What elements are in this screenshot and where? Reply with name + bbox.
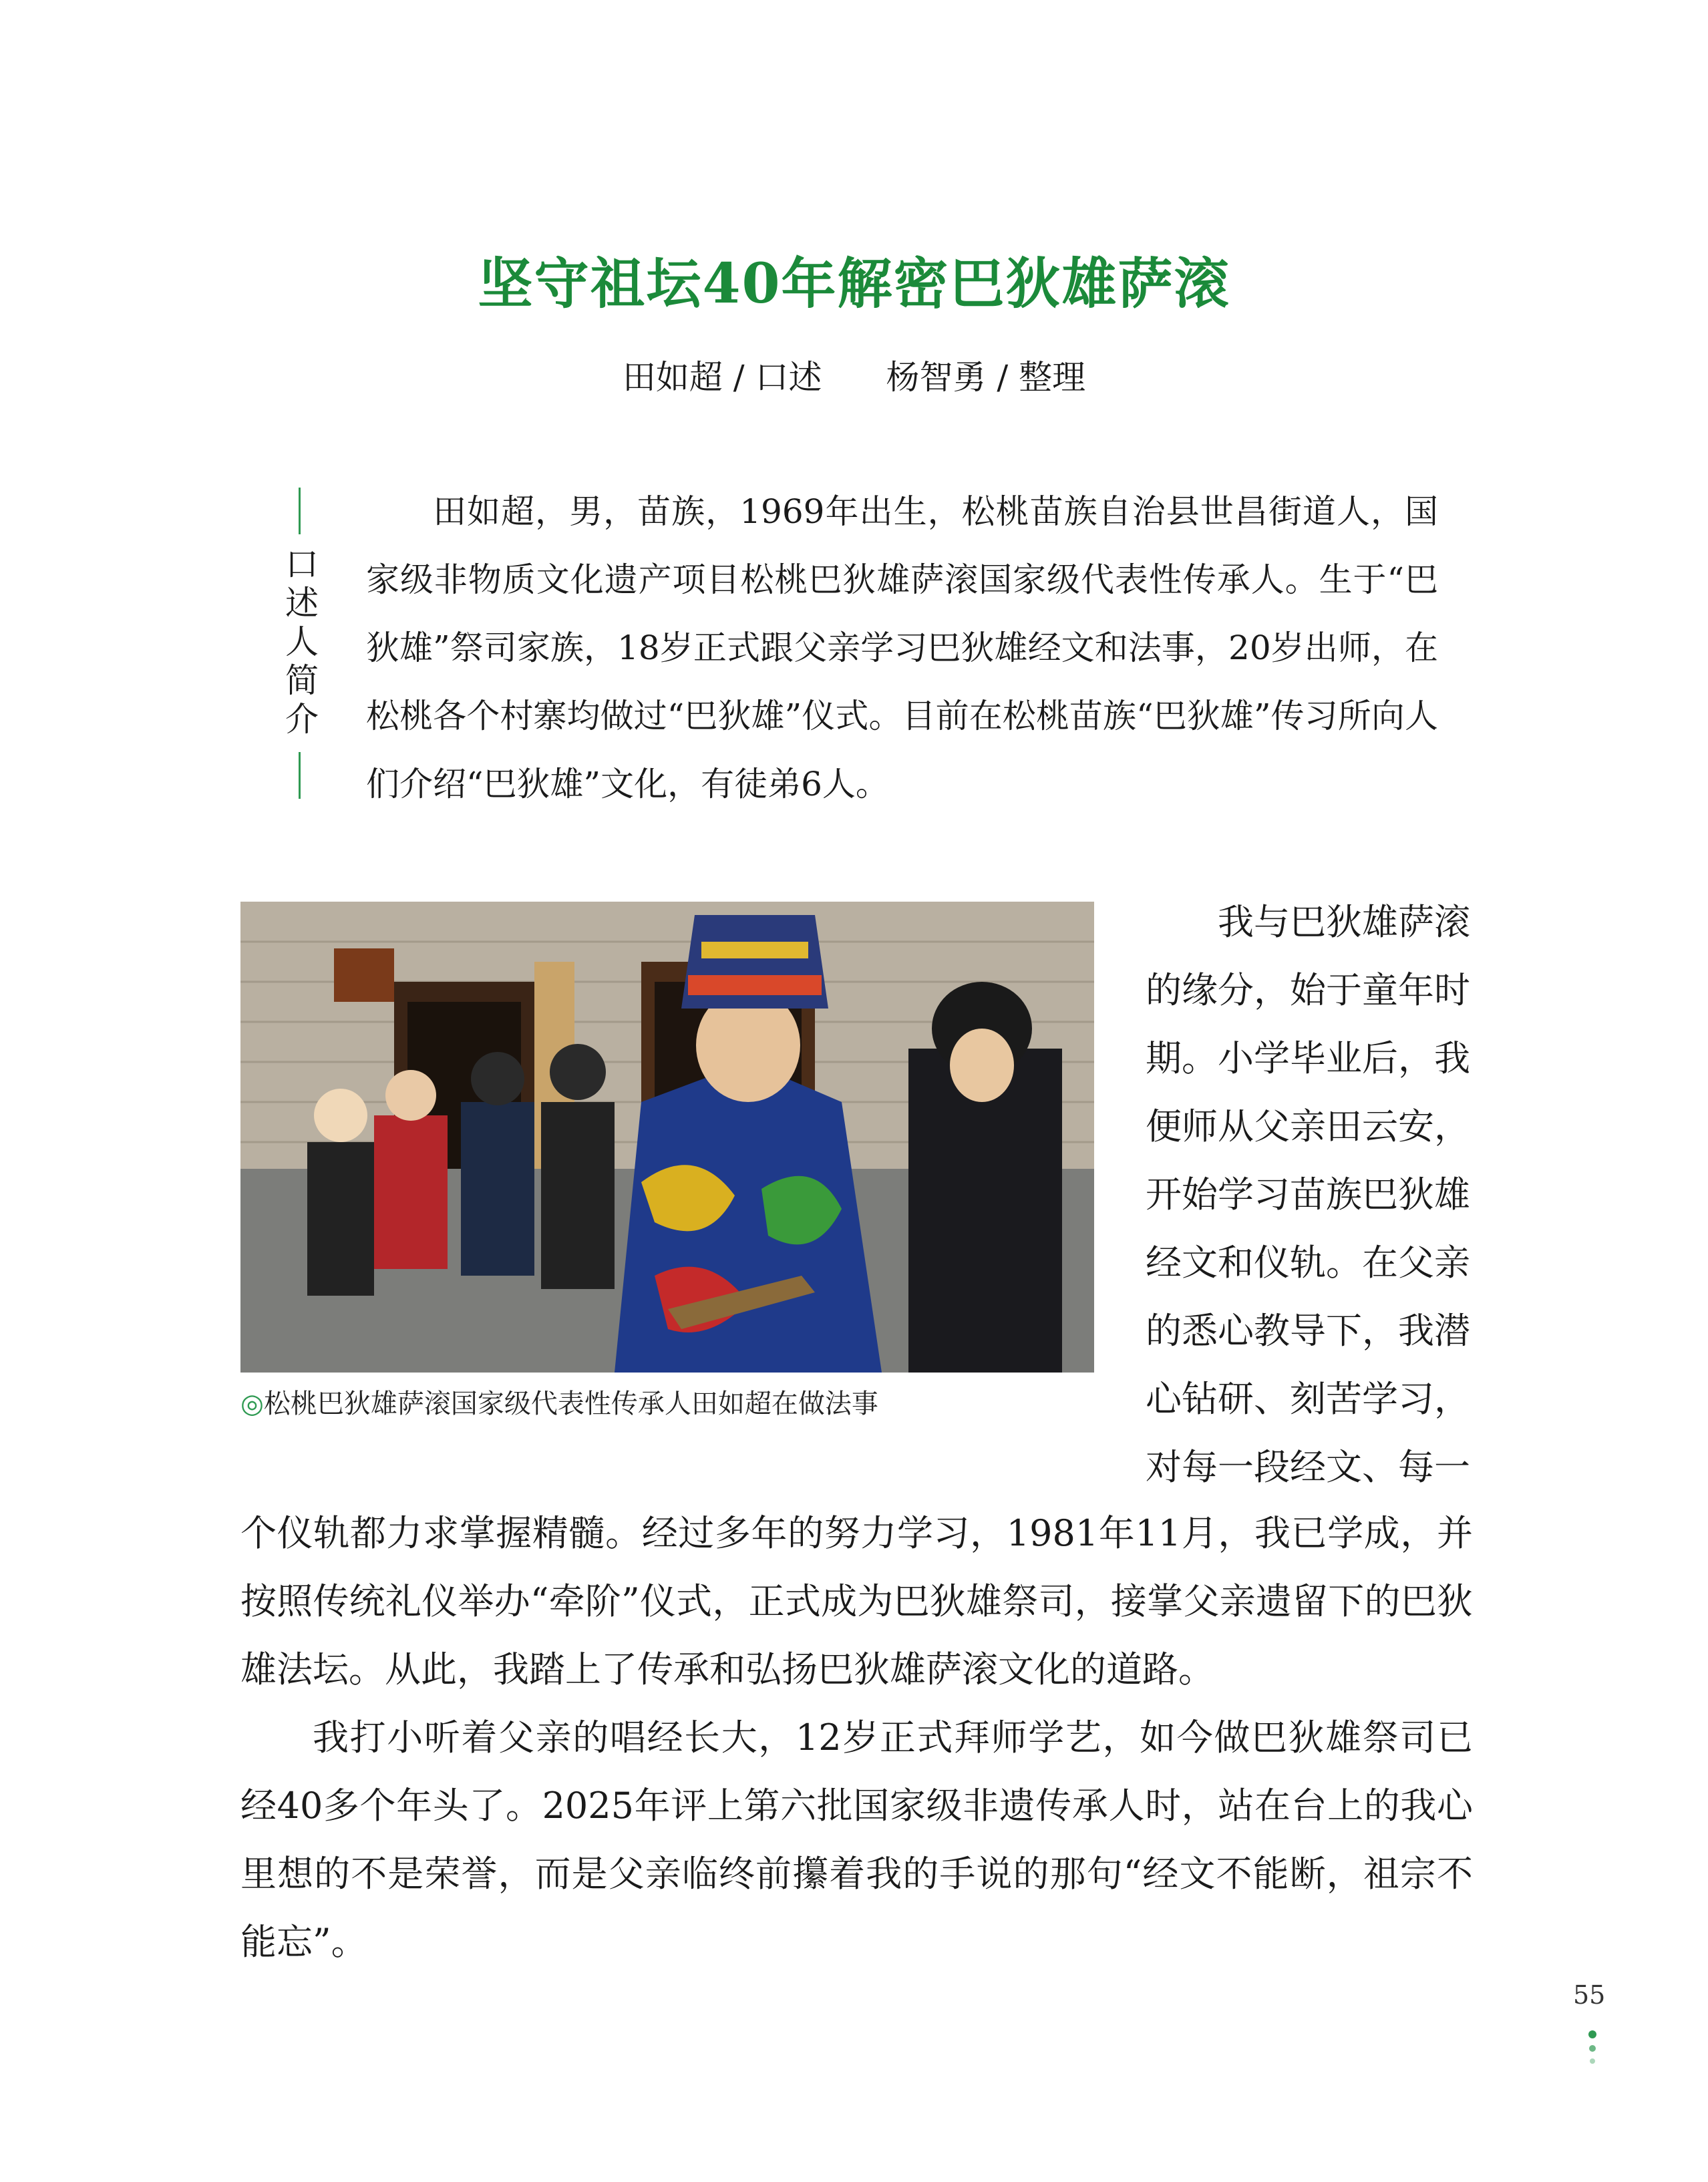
caption-marker: ◎ bbox=[240, 1389, 264, 1419]
ritual-photo-illustration bbox=[240, 902, 1094, 1373]
byline bbox=[0, 351, 1708, 399]
editor-credit: 杨智勇 / 整理 bbox=[886, 358, 1086, 397]
narrator-bio: 田如超，男，苗族，1969年出生，松桃苗族自治县世昌街道人，国家级非物质文化遗产项目松桃巴狄雄萨滚国家级代表性传承人。生于“巴狄雄”祭司家族，18岁正式跟父亲学习巴狄雄经文和法事，20岁出师，在松桃各个村寨均做过“巴狄雄”仪式。目前在松桃苗族“巴狄雄”传习所向人们介绍“巴狄雄”文化，有徒弟6人。 bbox=[366, 492, 1438, 803]
paragraph-2: 我打小听着父亲的唱经长大，12岁正式拜师学艺，如今做巴狄雄祭司已经40多个年头了。2025年评上第六批国家级非遗传承人时，站在台上的我心里想的不是荣誉，而是父亲临终前攥着我的手说的那句“经文不能断，祖宗不能忘”。 bbox=[240, 1716, 1473, 1963]
article-title: 坚守祖坛40年解密巴狄雄萨滚 bbox=[478, 252, 1230, 316]
side-rule-top bbox=[299, 488, 301, 534]
page-dots-ornament bbox=[1588, 2030, 1596, 2070]
caption-text: 松桃巴狄雄萨滚国家级代表性传承人田如超在做法事 bbox=[263, 1389, 878, 1419]
photo-caption bbox=[240, 1383, 1109, 1421]
ornament-dot bbox=[1589, 2045, 1596, 2052]
ritual-photo bbox=[240, 902, 1094, 1373]
narrator-credit: 田如超 / 口述 bbox=[622, 358, 822, 397]
page-number: 55 bbox=[1573, 1980, 1606, 2010]
side-rule-bottom bbox=[299, 752, 301, 799]
paragraph-1-continued: 个仪轨都力求掌握精髓。经过多年的努力学习，1981年11月，我已学成，并按照传统礼仪举办“牵阶”仪式，正式成为巴狄雄祭司，接掌父亲遗留下的巴狄雄法坛。从此，我踏上了传承和弘扬巴狄雄萨滚文化的道路。 bbox=[240, 1512, 1473, 1690]
ornament-dot bbox=[1590, 2058, 1595, 2064]
ornament-dot bbox=[1588, 2030, 1596, 2038]
side-column-text bbox=[1146, 888, 1473, 1501]
article-body bbox=[240, 1499, 1473, 1976]
paragraph-1-start: 我与巴狄雄萨滚的缘分，始于童年时期。小学毕业后，我便师从父亲田云安，开始学习苗族巴狄雄经文和仪轨。在父亲的悉心教导下，我潜心钻研、刻苦学习，对每一段经文、每一 bbox=[1146, 901, 1470, 1488]
intro-label: 口述人简介 bbox=[280, 546, 319, 740]
intro-side-label bbox=[279, 488, 319, 799]
